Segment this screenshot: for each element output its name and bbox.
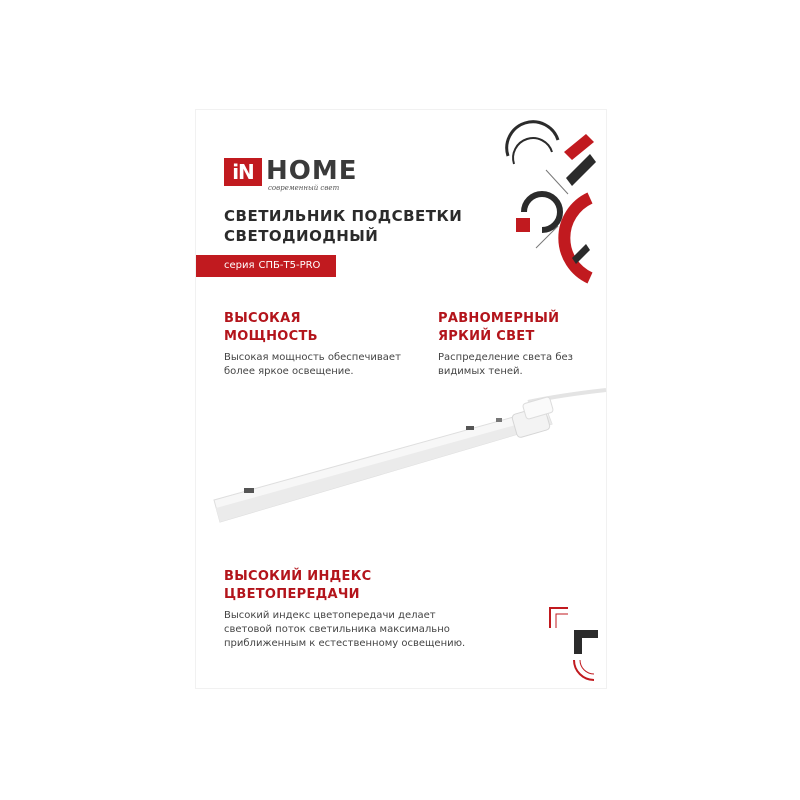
series-label: серия [224,260,255,271]
feature-heading-line: ЦВЕТОПЕРЕДАЧИ [224,587,360,602]
series-value: СПБ-Т5-PRO [258,260,321,271]
feature-heading-line: ВЫСОКАЯ [224,311,301,326]
title-line-2: СВЕТОДИОДНЫЙ [224,227,379,245]
feature-text-line: более яркое освещение. [224,366,354,377]
led-lamp-image [196,380,606,560]
feature-text [438,351,573,379]
logo-word: HOME [266,156,358,186]
feature-heading-line: ЯРКИЙ СВЕТ [438,329,535,344]
feature-heading-line: РАВНОМЕРНЫЙ [438,311,560,326]
feature-text-line: световой поток светильника максимально [224,624,450,635]
feature-heading-line: ВЫСОКИЙ ИНДЕКС [224,569,372,584]
feature-heading [224,310,401,346]
feature-text [224,609,465,651]
feature-text-line: Высокий индекс цветопередачи делает [224,610,436,621]
title-line-1: СВЕТИЛЬНИК ПОДСВЕТКИ [224,207,463,225]
decorative-shapes-bottom [544,602,604,682]
product-sheet [196,110,606,688]
feature-high-cri [224,568,465,651]
feature-heading [438,310,573,346]
feature-text-line: Высокая мощность обеспечивает [224,352,401,363]
feature-uniform-light [438,310,573,379]
feature-high-power [224,310,401,379]
product-title [224,206,524,246]
feature-text-line: Распределение света без [438,352,573,363]
feature-text-line: приближенным к естественному освещению. [224,638,466,649]
logo-box: iN [224,158,262,186]
feature-heading [224,568,465,604]
feature-text [224,351,401,379]
feature-heading-line: МОЩНОСТЬ [224,329,318,344]
feature-text-line: видимых теней. [438,366,523,377]
logo-tagline: современный свет [268,184,340,192]
decorative-shapes-top [506,130,596,280]
series-badge [196,255,336,277]
